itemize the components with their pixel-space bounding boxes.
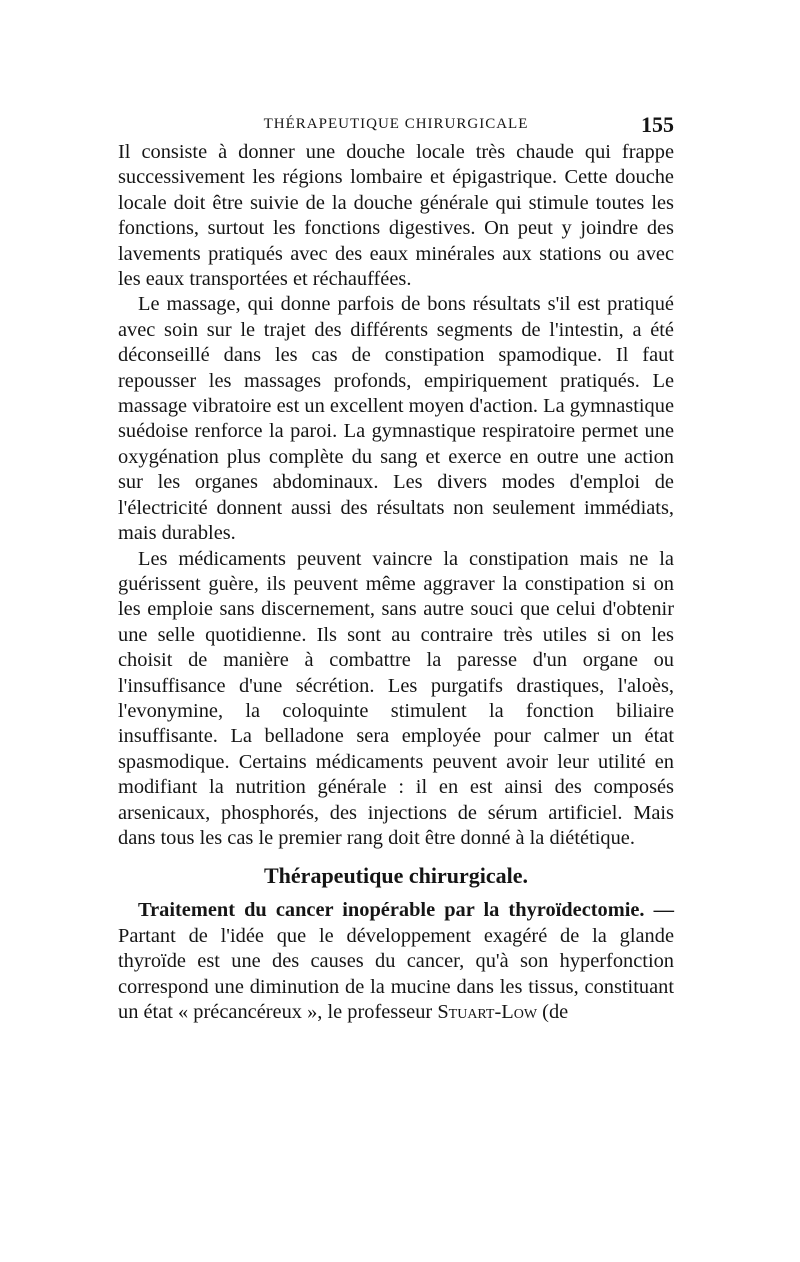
section-heading: Thérapeutique chirurgicale.	[264, 863, 528, 889]
paragraph-thyroidectomie	[118, 898, 674, 1025]
page-number: 155	[641, 112, 674, 137]
paragraph-douche: Il consiste à donner une douche locale très chaude qui frappe successivement les régions lombaire et épigastrique. Cette douche locale doit être suivie de la douche générale qui stimule toutes les fonctions, surtout les fonctions digestives. On peut y joindre des lavements pratiqués avec des eaux minérales aux stations ou avec les eaux transportées et réchauffées.	[118, 141, 674, 291]
book-page	[118, 112, 674, 1025]
paragraph-text: Partant de l'idée que le développement exagéré de la glande thyroïde est une des causes du cancer, qu'à son hyperfonction correspond une diminution de la mucine dans les tissus, constituant un état « précancéreux », le professeur	[118, 924, 674, 1023]
running-title: THÉRAPEUTIQUE CHIRURGICALE	[263, 116, 529, 132]
paragraph-medicaments: Les médicaments peuvent vaincre la constipation mais ne la guérissent guère, ils peuvent même aggraver la constipation si on les emploie sans discernement, sans autre souci que celui d'obtenir une selle quotidienne. Ils sont au contraire très utiles si on les choisit de manière à combattre la paresse d'un organe ou l'insuffisance d'une sécrétion. Les purgatifs drastiques, l'aloès, l'evonymine, la coloquinte stimulent la fonction biliaire insuffisante. La belladone sera employée pour calmer un état spasmodique. Certains médicaments peuvent avoir leur utilité en modifiant la nutrition générale : il en est ainsi des composés arsenicaux, phosphorés, des injections de sérum artificiel. Mais dans tous les cas le premier rang doit être donné à la diététique.	[118, 547, 674, 849]
running-head	[118, 112, 674, 136]
paragraph-massage: Le massage, qui donne parfois de bons résultats s'il est pratiqué avec soin sur le trajet des différents segments de l'intestin, a été déconseillé dans les cas de constipation spamodique. Il faut repousser les massages profonds, empiriquement pratiqués. Le massage vibratoire est un excellent moyen d'action. La gymnastique suédoise renforce la paroi. La gymnastique respiratoire permet une oxygénation plus complète du sang et exerce en outre une action sur les organes abdominaux. Les divers modes d'emploi de l'électricité donnent aussi des résultats non seulement immédiats, mais durables.	[118, 293, 674, 545]
paragraph-subheading: Traitement du cancer inopérable par la thyroïdectomie. —	[138, 899, 674, 922]
author-name: Stuart-Low	[437, 1001, 538, 1023]
paragraph-continuation: (de	[542, 1001, 569, 1023]
